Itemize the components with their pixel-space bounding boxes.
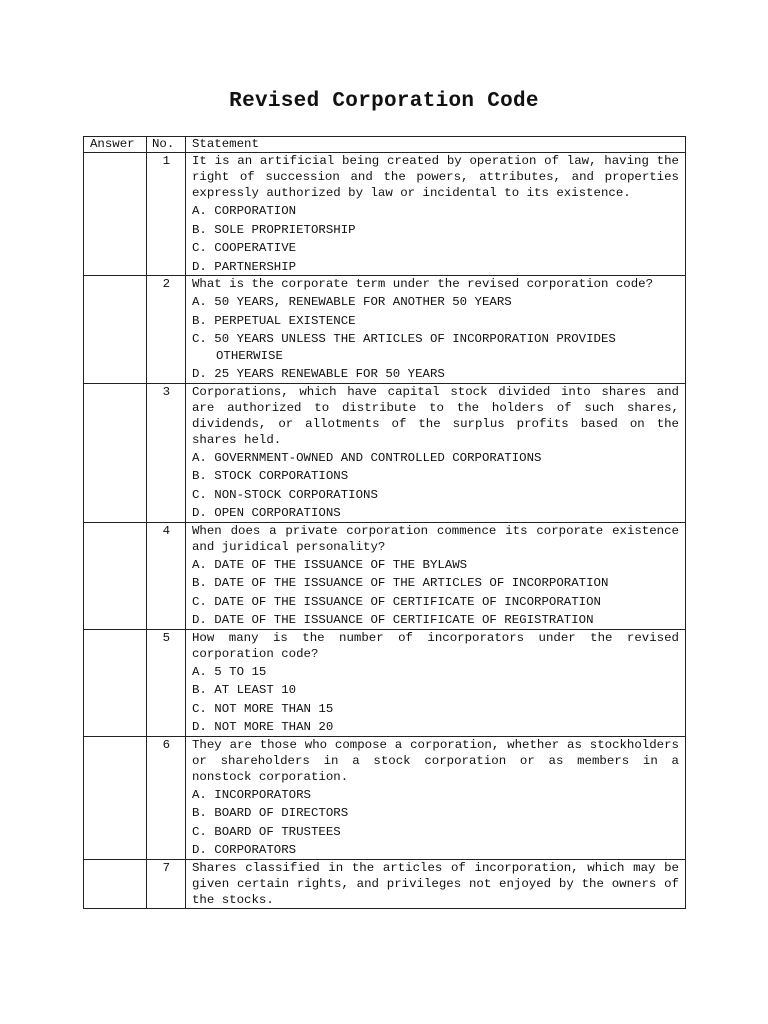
statement-cell <box>186 522 686 629</box>
question-number: 6 <box>147 736 186 859</box>
answer-cell[interactable] <box>84 859 147 908</box>
choice-b: B. PERPETUAL EXISTENCE <box>192 313 356 328</box>
choice-a: A. DATE OF THE ISSUANCE OF THE BYLAWS <box>192 557 468 572</box>
choice-c: C. NON-STOCK CORPORATIONS <box>192 487 378 502</box>
question-text: They are those who compose a corporation, whether as stockholders or shareholders in a stock corporation or as members in a nonstock corporation. <box>192 737 679 784</box>
question-text: Corporations, which have capital stock divided into shares and are authorized to distribute to the holders of such shares, dividends, or allotments of the surplus profits based on the shares held. <box>192 384 679 447</box>
question-text: Shares classified in the articles of incorporation, which may be given certain rights, and privileges not enjoyed by the owners of the stocks. <box>192 860 679 907</box>
answer-cell[interactable] <box>84 629 147 736</box>
question-number: 2 <box>147 276 186 384</box>
choice-d: D. PARTNERSHIP <box>192 259 297 274</box>
question-text: What is the corporate term under the revised corporation code? <box>192 277 654 291</box>
statement-cell <box>186 276 686 384</box>
choice-c: C. 50 YEARS UNLESS THE ARTICLES OF INCORPORATION PROVIDES OTHERWISE <box>192 332 616 363</box>
statement-cell <box>186 153 686 276</box>
statement-column-header: Statement <box>186 137 686 153</box>
number-column-header: No. <box>147 137 186 153</box>
question-text: When does a private corporation commence its corporate existence and juridical personality? <box>192 523 679 554</box>
choice-d: D. OPEN CORPORATIONS <box>192 506 341 520</box>
choice-a: A. INCORPORATORS <box>192 787 311 802</box>
question-number: 5 <box>147 629 186 736</box>
statement-cell <box>186 859 686 908</box>
choice-c: C. COOPERATIVE <box>192 241 297 255</box>
answer-cell[interactable] <box>84 153 147 276</box>
choice-a: A. GOVERNMENT-OWNED AND CONTROLLED CORPORATIONS <box>192 450 542 465</box>
question-number: 7 <box>147 859 186 908</box>
statement-cell <box>186 629 686 736</box>
question-text: How many is the number of incorporators under the revised corporation code? <box>192 630 679 661</box>
statement-cell <box>186 383 686 522</box>
question-number: 3 <box>147 383 186 522</box>
choice-a: A. CORPORATION <box>192 204 297 218</box>
choice-b: B. SOLE PROPRIETORSHIP <box>192 222 356 237</box>
table-row <box>84 736 686 859</box>
question-number: 4 <box>147 522 186 629</box>
choice-d: D. NOT MORE THAN 20 <box>192 720 334 734</box>
statement-cell <box>186 736 686 859</box>
table-row <box>84 522 686 629</box>
choice-c: C. DATE OF THE ISSUANCE OF CERTIFICATE OF INCORPORATION <box>192 594 601 609</box>
answer-cell[interactable] <box>84 736 147 859</box>
choice-b: B. BOARD OF DIRECTORS <box>192 806 349 820</box>
table-row <box>84 859 686 908</box>
choice-c: C. BOARD OF TRUSTEES <box>192 824 341 839</box>
choice-c: C. NOT MORE THAN 15 <box>192 701 334 716</box>
choice-a: A. 5 TO 15 <box>192 664 267 679</box>
table-row <box>84 153 686 276</box>
choice-d: D. 25 YEARS RENEWABLE FOR 50 YEARS <box>192 367 445 381</box>
page-title: Revised Corporation Code <box>229 90 539 113</box>
table-header-row <box>84 137 686 153</box>
choice-b: B. AT LEAST 10 <box>192 683 297 697</box>
question-text: It is an artificial being created by operation of law, having the right of succession and the powers, attributes, and properties expressly authorized by law or incidental to its existence. <box>192 154 679 200</box>
choice-b: B. STOCK CORPORATIONS <box>192 469 349 483</box>
question-table <box>83 136 686 909</box>
table-row <box>84 276 686 384</box>
choice-b: B. DATE OF THE ISSUANCE OF THE ARTICLES OF INCORPORATION <box>192 576 609 590</box>
question-number: 1 <box>147 153 186 276</box>
table-row <box>84 383 686 522</box>
answer-cell[interactable] <box>84 276 147 384</box>
answer-cell[interactable] <box>84 383 147 522</box>
choice-a: A. 50 YEARS, RENEWABLE FOR ANOTHER 50 YEARS <box>192 295 512 309</box>
choice-d: D. CORPORATORS <box>192 843 297 857</box>
answer-column-header: Answer <box>84 137 147 153</box>
table-row <box>84 629 686 736</box>
choice-d: D. DATE OF THE ISSUANCE OF CERTIFICATE OF REGISTRATION <box>192 613 594 627</box>
answer-cell[interactable] <box>84 522 147 629</box>
